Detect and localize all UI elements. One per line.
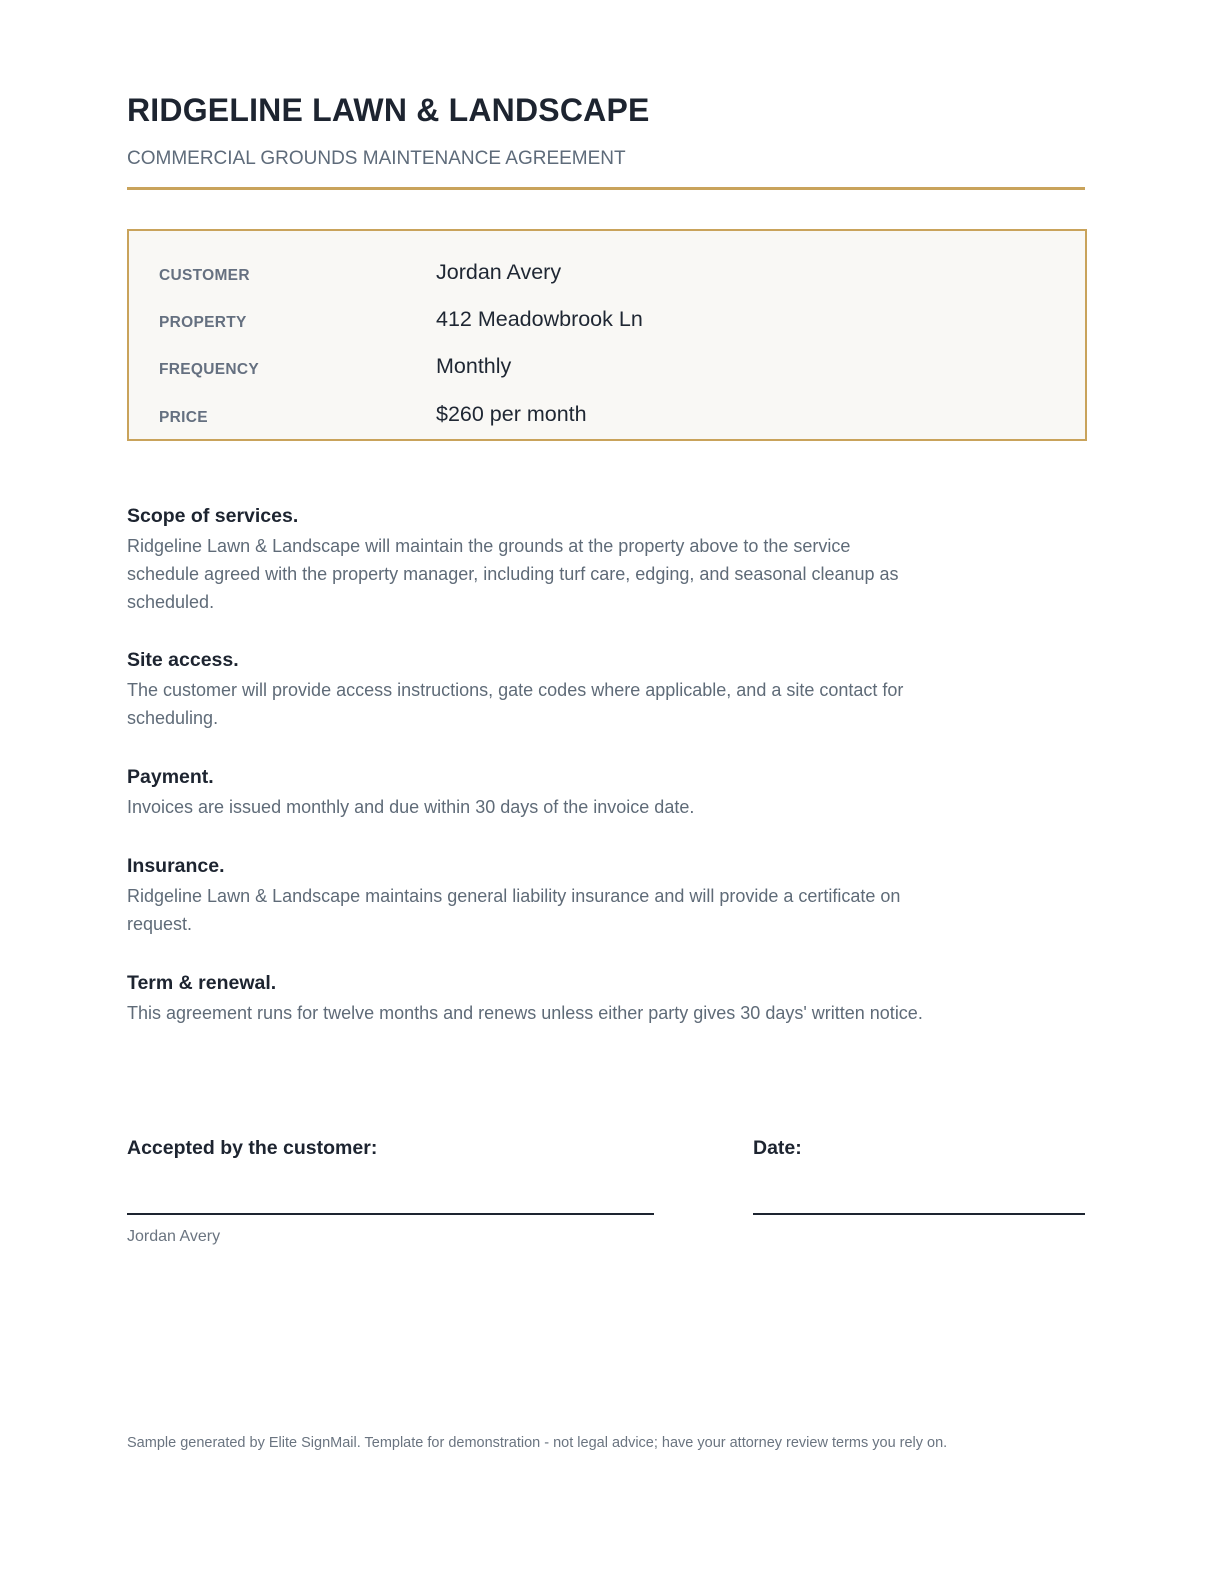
section-body: The customer will provide access instructions, gate codes where applicable, and a site contact for scheduling. bbox=[127, 680, 904, 728]
detail-value: Jordan Avery bbox=[436, 260, 562, 284]
detail-row-price bbox=[129, 400, 1085, 430]
section-scope bbox=[127, 503, 927, 616]
detail-value: $260 per month bbox=[436, 402, 587, 426]
detail-label: CUSTOMER bbox=[159, 267, 250, 284]
detail-label: FREQUENCY bbox=[159, 361, 260, 378]
section-payment bbox=[127, 764, 927, 821]
section-title: Site access. bbox=[127, 649, 239, 671]
section-title: Scope of services. bbox=[127, 505, 299, 527]
detail-label: PRICE bbox=[159, 409, 208, 426]
section-body: This agreement runs for twelve months and renews unless either party gives 30 days' written notice. bbox=[127, 1003, 923, 1023]
header-divider bbox=[127, 187, 1085, 190]
section-title: Payment. bbox=[127, 766, 214, 788]
details-box bbox=[127, 229, 1087, 441]
footer-disclaimer: Sample generated by Elite SignMail. Template for demonstration - not legal advice; have your attorney review terms you rely on. bbox=[127, 1435, 948, 1451]
signer-name: Jordan Avery bbox=[127, 1228, 221, 1245]
detail-row-customer bbox=[129, 258, 1085, 288]
section-insurance bbox=[127, 853, 927, 938]
section-body: Ridgeline Lawn & Landscape maintains general liability insurance and will provide a certificate on request. bbox=[127, 886, 901, 934]
accepted-by-label: Accepted by the customer: bbox=[127, 1137, 378, 1159]
detail-row-property bbox=[129, 305, 1085, 335]
section-term-renewal bbox=[127, 970, 927, 1027]
section-body: Ridgeline Lawn & Landscape will maintain the grounds at the property above to the service schedule agreed with the property manager, including turf care, edging, and seasonal cleanup as scheduled. bbox=[127, 536, 899, 612]
detail-label: PROPERTY bbox=[159, 314, 247, 331]
detail-value: Monthly bbox=[436, 354, 512, 378]
section-title: Term & renewal. bbox=[127, 972, 277, 994]
date-label: Date: bbox=[753, 1137, 802, 1159]
company-title: RIDGELINE LAWN & LANDSCAPE bbox=[127, 92, 650, 128]
signature-line[interactable] bbox=[127, 1213, 654, 1215]
section-title: Insurance. bbox=[127, 855, 225, 877]
document-subtitle: COMMERCIAL GROUNDS MAINTENANCE AGREEMENT bbox=[127, 148, 626, 169]
section-body: Invoices are issued monthly and due within 30 days of the invoice date. bbox=[127, 797, 695, 817]
date-line[interactable] bbox=[753, 1213, 1085, 1215]
section-site-access bbox=[127, 647, 927, 732]
detail-row-frequency bbox=[129, 352, 1085, 382]
detail-value: 412 Meadowbrook Ln bbox=[436, 307, 643, 331]
